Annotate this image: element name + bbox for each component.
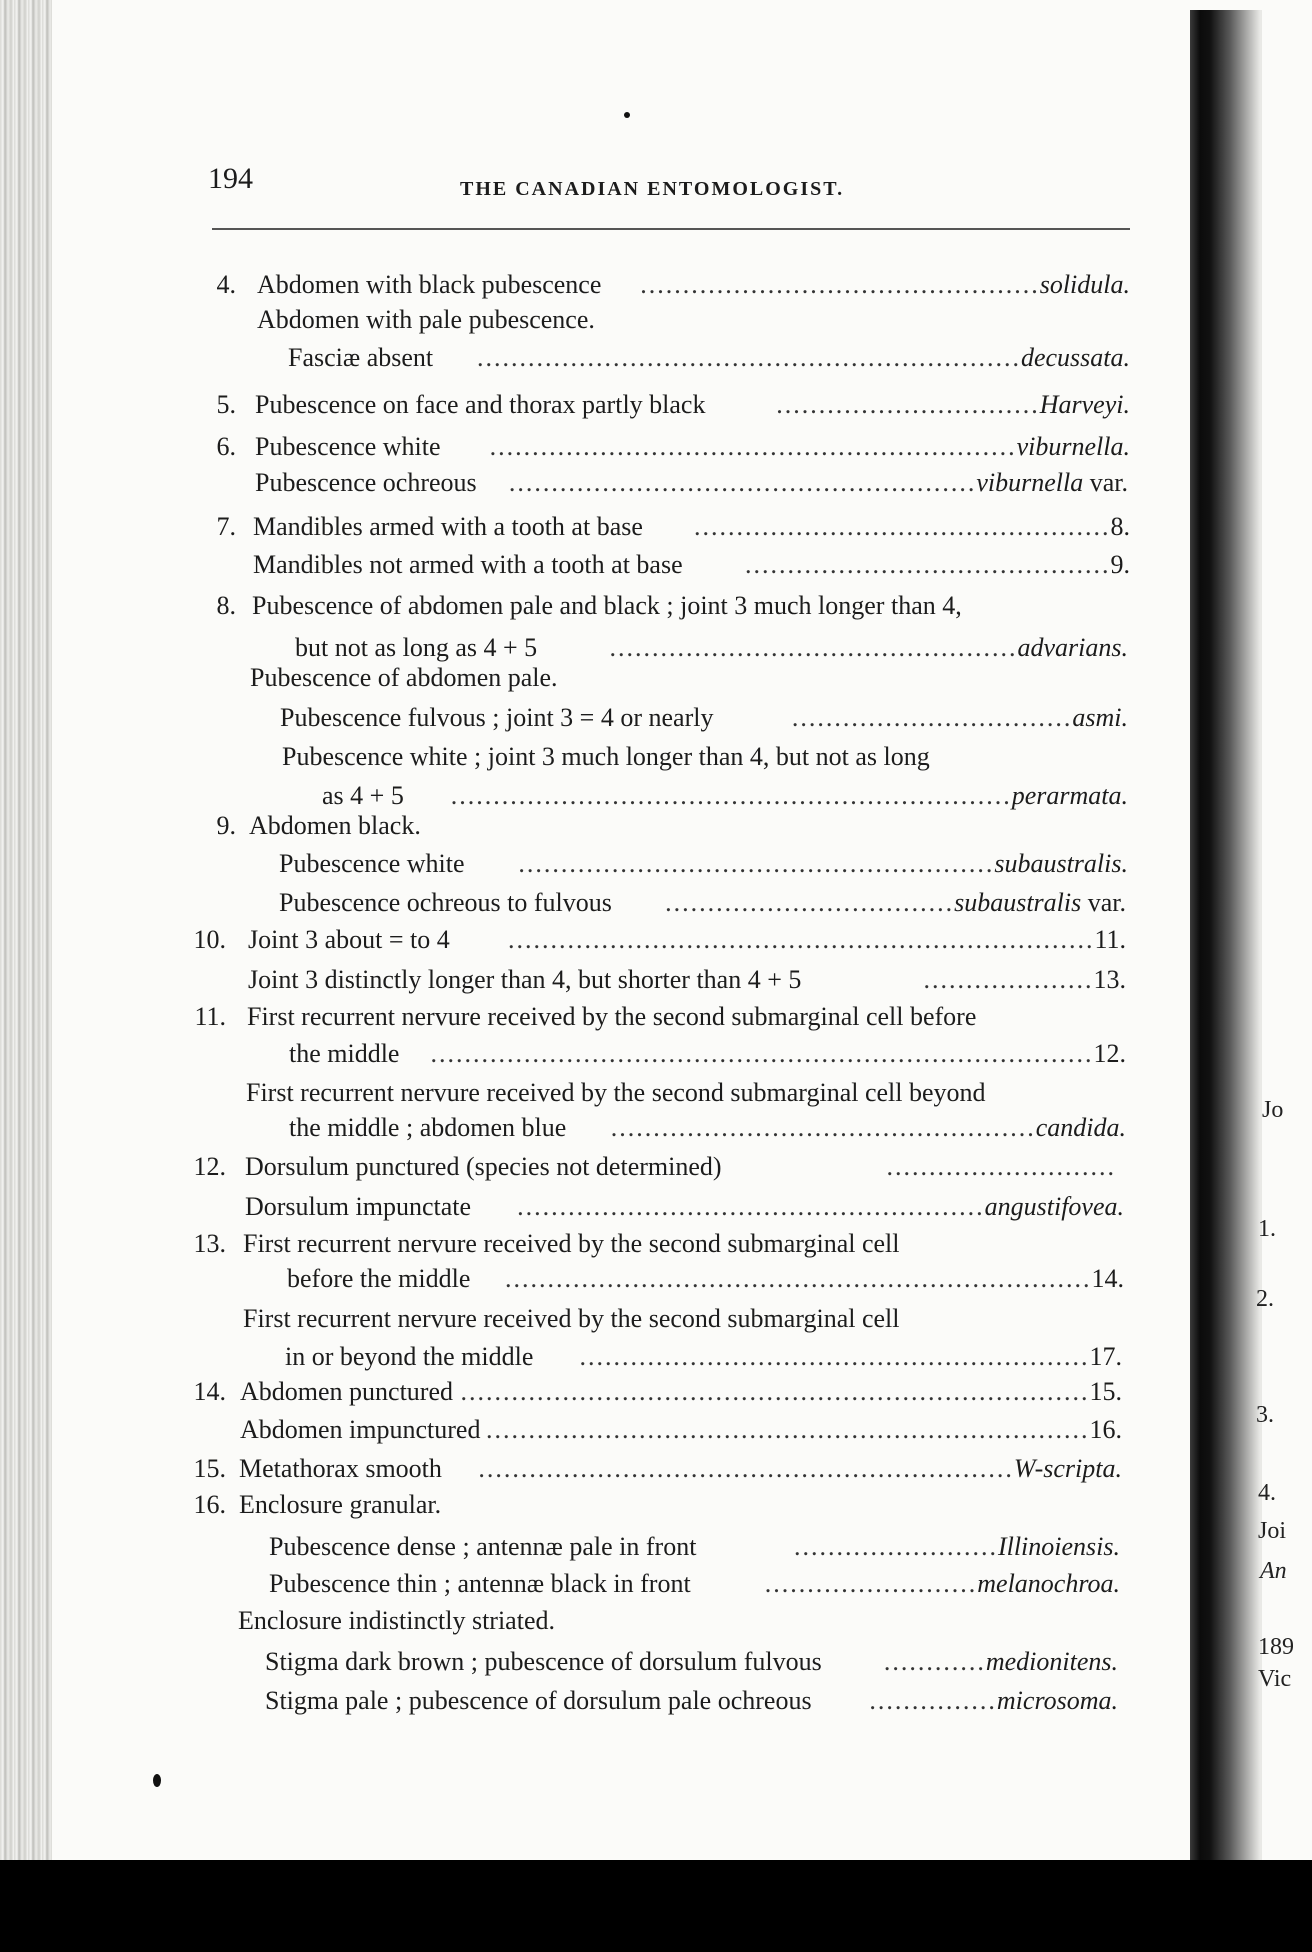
couplet-result — [884, 1647, 1118, 1677]
page-number: 194 — [208, 162, 253, 195]
couplet-number: 9. — [216, 811, 236, 840]
leader-dots: ....................................................................... — [486, 1415, 1090, 1444]
couplet-number: 13. — [193, 1229, 226, 1258]
facing-page-text: 4. — [1258, 1480, 1276, 1506]
couplet-text: Joint 3 about = to 4 — [248, 925, 450, 954]
leader-dots: .............................................................................. — [430, 1039, 1094, 1068]
leader-dots: ............... — [869, 1686, 997, 1715]
result-taxon: 13. — [1093, 965, 1126, 994]
variety-suffix: var. — [1083, 468, 1128, 497]
result-taxon: microsoma. — [996, 1686, 1118, 1715]
facing-page-text: 189 — [1258, 1634, 1294, 1660]
couplet-text: Metathorax smooth — [239, 1454, 442, 1483]
couplet-number: 12. — [193, 1152, 226, 1181]
couplet-text: in or beyond the middle — [285, 1342, 534, 1371]
result-taxon: melanochroa. — [977, 1569, 1120, 1598]
couplet-text: Mandibles armed with a tooth at base — [253, 512, 643, 541]
couplet-text: Pubescence white — [255, 432, 441, 461]
result-taxon: subaustralis. — [994, 849, 1128, 878]
result-taxon: viburnella — [976, 468, 1084, 497]
leader-dots: ..................................................................... — [505, 1264, 1092, 1293]
couplet-text: Pubescence ochreous to fulvous — [279, 888, 612, 917]
couplet-result — [505, 1264, 1124, 1294]
running-title: THE CANADIAN ENTOMOLOGIST. — [460, 178, 845, 200]
couplet-number: 15. — [193, 1454, 226, 1483]
scan-border — [0, 1860, 1312, 1952]
leader-dots: ....................................................... — [517, 1192, 985, 1221]
couplet-text: Abdomen impunctured — [240, 1415, 481, 1444]
leader-dots: .................... — [923, 965, 1094, 994]
couplet-text: First recurrent nervure received by the second submarginal cell — [243, 1229, 900, 1258]
ink-speck — [624, 112, 630, 118]
facing-page-text: 3. — [1256, 1402, 1274, 1428]
ink-speck — [153, 1774, 161, 1787]
couplet-result — [869, 1686, 1118, 1716]
couplet-number: 11. — [194, 1002, 226, 1031]
result-taxon: viburnella. — [1016, 432, 1130, 461]
couplet-result — [665, 888, 1126, 918]
result-taxon: 12. — [1093, 1039, 1126, 1068]
couplet-text: Abdomen black. — [249, 811, 421, 840]
result-taxon: Illinoiensis. — [997, 1532, 1120, 1561]
leader-dots: .......................................................................... — [460, 1377, 1090, 1406]
couplet-text: Enclosure indistinctly striated. — [238, 1606, 555, 1635]
result-taxon: 14. — [1091, 1264, 1124, 1293]
leader-dots: ........................ — [793, 1532, 998, 1561]
couplet-text: Abdomen with pale pubescence. — [257, 305, 595, 334]
couplet-text: Dorsulum impunctate — [245, 1192, 472, 1221]
couplet-number: 14. — [193, 1377, 226, 1406]
couplet-text: Pubescence thin ; antennæ black in front — [269, 1569, 691, 1598]
couplet-result — [461, 1377, 1123, 1407]
couplet-result — [518, 849, 1128, 879]
leader-dots: ............................................................... — [478, 1454, 1014, 1483]
couplet-result — [517, 1192, 1124, 1222]
couplet-text: Pubescence white ; joint 3 much longer than 4, but not as long — [282, 742, 930, 771]
couplet-result — [477, 343, 1130, 373]
couplet-text: but not as long as 4 + 5 — [295, 633, 538, 662]
leader-dots: .............................................................. — [489, 432, 1017, 461]
result-taxon: advarians. — [1017, 633, 1128, 662]
result-taxon: decussata. — [1020, 343, 1130, 372]
couplet-text: the middle ; abdomen blue — [289, 1113, 567, 1142]
couplet-text: Pubescence of abdomen pale. — [250, 663, 558, 692]
leader-dots: ............................................... — [640, 270, 1040, 299]
couplet-text: as 4 + 5 — [322, 781, 404, 810]
couplet-result — [490, 432, 1130, 462]
facing-page-text: 1. — [1258, 1216, 1276, 1242]
couplet-result — [478, 1454, 1122, 1484]
couplet-result — [776, 390, 1130, 420]
leader-dots: ................................. — [791, 703, 1073, 732]
leader-dots: .................................................. — [610, 1113, 1036, 1142]
couplet-text: Mandibles not armed with a tooth at base — [253, 550, 683, 579]
result-taxon: subaustralis — [954, 888, 1082, 917]
variety-suffix: var. — [1081, 888, 1126, 917]
couplet-number: 4. — [216, 270, 236, 299]
couplet-number: 8. — [216, 591, 236, 620]
couplet-text: the middle — [289, 1039, 400, 1068]
couplet-result — [765, 1569, 1120, 1599]
couplet-text: Pubescence white — [279, 849, 465, 878]
result-taxon: 8. — [1110, 512, 1130, 541]
couplet-result — [924, 965, 1127, 995]
result-taxon: W-scripta. — [1013, 1454, 1122, 1483]
leader-dots: ........................................... — [745, 550, 1111, 579]
couplet-text: Pubescence ochreous — [255, 468, 477, 497]
couplet-result — [508, 925, 1126, 955]
couplet-result — [640, 270, 1130, 300]
facing-page-text: Vic — [1258, 1666, 1292, 1692]
facing-page-text: An — [1260, 1558, 1287, 1584]
couplet-text: Pubescence on face and thorax partly black — [255, 390, 706, 419]
leader-dots: .................................. — [665, 888, 955, 917]
couplet-text: Fasciæ absent — [288, 343, 434, 372]
couplet-text: First recurrent nervure received by the second submarginal cell — [243, 1304, 900, 1333]
couplet-text: before the middle — [287, 1264, 471, 1293]
couplet-result — [745, 550, 1130, 580]
result-taxon: 11. — [1094, 925, 1126, 954]
facing-page-text: 2. — [1256, 1286, 1274, 1312]
couplet-result — [611, 1113, 1126, 1143]
couplet-result — [694, 512, 1130, 542]
result-taxon: candida. — [1035, 1113, 1126, 1142]
couplet-result — [451, 781, 1128, 811]
book-binding-edge — [0, 0, 52, 1860]
couplet-text: Abdomen with black pubescence — [257, 270, 602, 299]
result-taxon: 9. — [1110, 550, 1130, 579]
couplet-number: 16. — [193, 1490, 226, 1519]
couplet-text: Stigma dark brown ; pubescence of dorsulum fulvous — [265, 1647, 822, 1676]
couplet-result — [580, 1342, 1123, 1372]
result-taxon: Harveyi. — [1039, 390, 1130, 419]
header-rule — [212, 228, 1130, 230]
couplet-text: First recurrent nervure received by the second submarginal cell beyond — [246, 1078, 986, 1107]
couplet-result — [486, 1415, 1122, 1445]
result-taxon: asmi. — [1072, 703, 1128, 732]
couplet-text: Pubescence dense ; antennæ pale in front — [269, 1532, 697, 1561]
result-taxon: 15. — [1089, 1377, 1122, 1406]
couplet-text: Dorsulum punctured (species not determined) — [245, 1152, 722, 1181]
leader-dots: ................................................. — [694, 512, 1111, 541]
result-taxon: solidula. — [1039, 270, 1130, 299]
couplet-result — [610, 633, 1129, 663]
leader-dots: ........................... — [886, 1152, 1116, 1181]
facing-page-text: Joi — [1258, 1518, 1287, 1544]
result-taxon: 17. — [1089, 1342, 1122, 1371]
leader-dots: .................................................................. — [450, 781, 1012, 810]
couplet-number: 5. — [216, 390, 236, 419]
couplet-text: Stigma pale ; pubescence of dorsulum pale ochreous — [265, 1686, 812, 1715]
leader-dots: ....................................................... — [508, 468, 977, 497]
leader-dots: ................................................ — [609, 633, 1018, 662]
couplet-text: Pubescence of abdomen pale and black ; joint 3 much longer than 4, — [252, 591, 962, 620]
couplet-number: 10. — [193, 925, 226, 954]
leader-dots: ............ — [883, 1647, 986, 1676]
leader-dots: ..................................................................... — [507, 925, 1095, 954]
page-gutter — [1190, 10, 1262, 1860]
result-taxon: medionitens. — [985, 1647, 1118, 1676]
leader-dots: ................................................................ — [476, 343, 1021, 372]
couplet-text: Enclosure granular. — [239, 1490, 442, 1519]
couplet-result — [509, 468, 1128, 498]
result-taxon: 16. — [1089, 1415, 1122, 1444]
couplet-number: 7. — [216, 512, 236, 541]
leader-dots: ............................................................ — [579, 1342, 1090, 1371]
couplet-text: Joint 3 distinctly longer than 4, but shorter than 4 + 5 — [248, 965, 802, 994]
couplet-result — [431, 1039, 1127, 1069]
couplet-text: Pubescence fulvous ; joint 3 = 4 or nearly — [280, 703, 714, 732]
couplet-text: First recurrent nervure received by the second submarginal cell before — [247, 1002, 977, 1031]
leader-dots: ............................... — [776, 390, 1040, 419]
leader-dots: ......................... — [764, 1569, 978, 1598]
couplet-number: 6. — [216, 432, 236, 461]
result-taxon: perarmata. — [1011, 781, 1128, 810]
couplet-text: Abdomen punctured — [240, 1377, 454, 1406]
leader-dots: ........................................................ — [518, 849, 995, 878]
facing-page-text: Jo — [1262, 1097, 1284, 1123]
couplet-result — [792, 703, 1128, 733]
couplet-result — [794, 1532, 1120, 1562]
result-taxon: angustifovea. — [984, 1192, 1124, 1221]
